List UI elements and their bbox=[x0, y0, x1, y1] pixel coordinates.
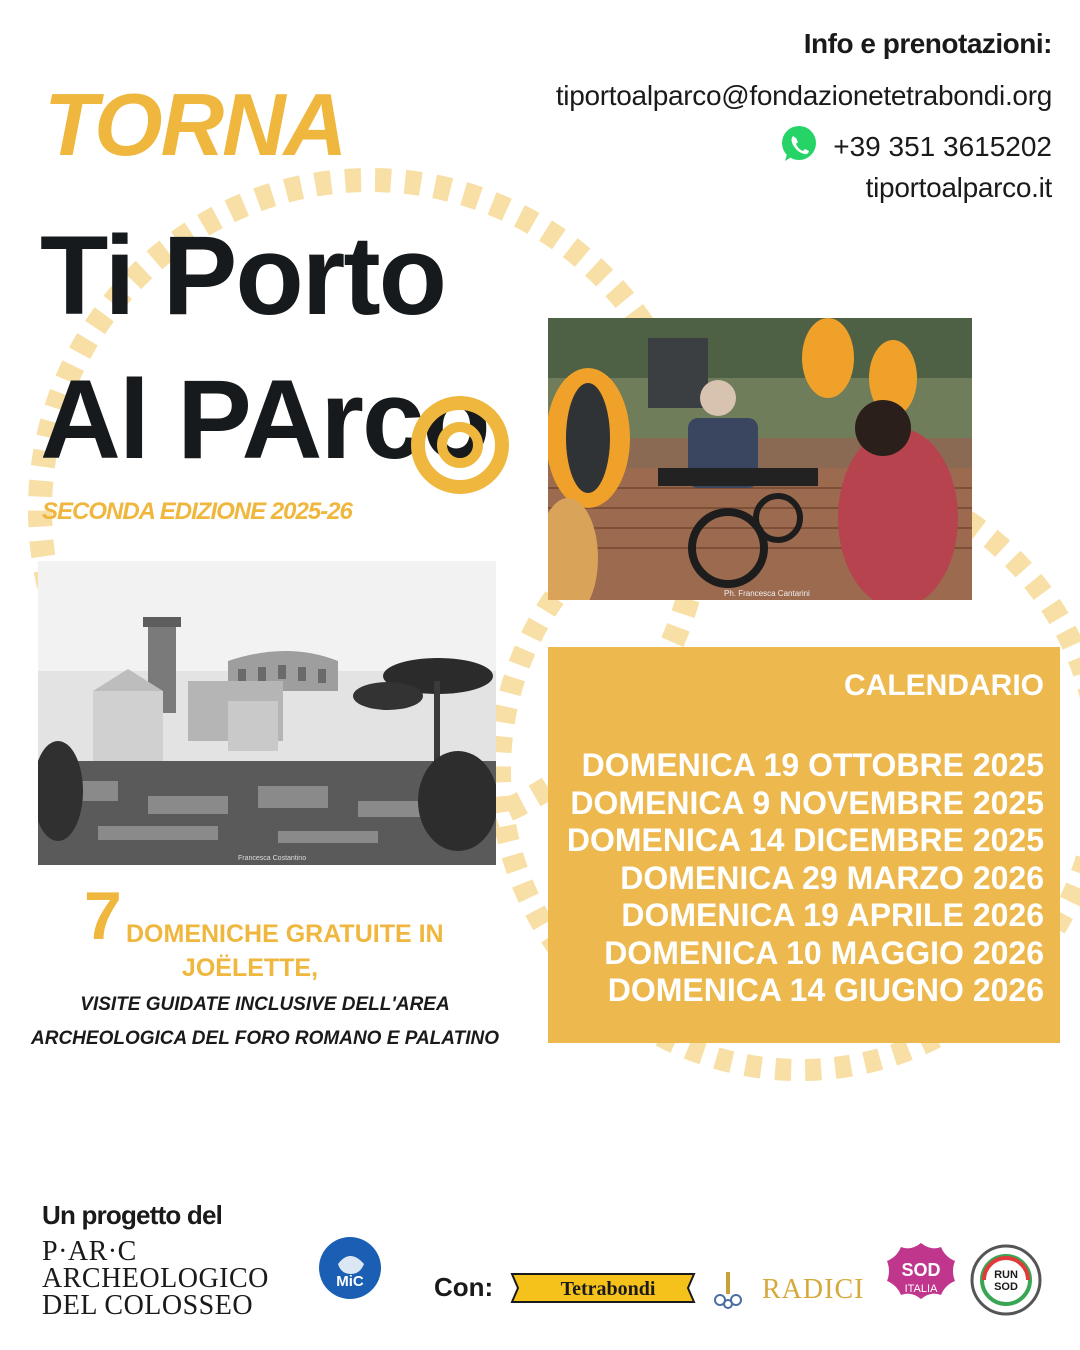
parco-colosseo-logo bbox=[42, 1238, 269, 1319]
calendar-date: DOMENICA 10 MAGGIO 2026 bbox=[604, 934, 1044, 971]
whatsapp-icon bbox=[779, 124, 819, 169]
calendar-date: DOMENICA 19 OTTOBRE 2025 bbox=[581, 747, 1044, 783]
promo-line2: JOËLETTE, bbox=[181, 954, 319, 982]
project-label: Un progetto del bbox=[42, 1200, 223, 1230]
calendar-date: DOMENICA 19 APRILE 2026 bbox=[621, 897, 1044, 933]
partners-label: Con: bbox=[434, 1272, 494, 1302]
calendar-box bbox=[548, 647, 1060, 1043]
headline-torna: TORNA bbox=[44, 75, 346, 174]
info-website-link[interactable]: tiportoalparco.it bbox=[865, 172, 1052, 203]
promo-desc-line2: ARCHEOLOGICA DEL FORO ROMANO E PALATINO bbox=[31, 1028, 499, 1049]
promo-desc-line1: VISITE GUIDATE INCLUSIVE DELL'AREA bbox=[80, 994, 450, 1015]
logo-swirl-icon bbox=[400, 230, 520, 510]
radici-logo: RADICI bbox=[762, 1274, 865, 1305]
tetrabondi-logo bbox=[508, 1266, 698, 1310]
calendar-date: DOMENICA 14 GIUGNO 2026 bbox=[607, 972, 1044, 1008]
info-phone-row[interactable] bbox=[779, 124, 1052, 169]
sod-italia-logo bbox=[884, 1240, 958, 1314]
info-phone: +39 351 3615202 bbox=[833, 130, 1052, 162]
parco-logo-line3: DEL COLOSSEO bbox=[42, 1290, 254, 1321]
run-for-sod-logo bbox=[966, 1244, 1046, 1316]
parco-logo-line1: P·AR·C bbox=[42, 1236, 137, 1267]
calendar-date: DOMENICA 14 DICEMBRE 2025 bbox=[566, 822, 1044, 858]
photo-credit-right: Ph. Francesca Cantarini bbox=[724, 589, 810, 598]
info-title: Info e prenotazioni: bbox=[803, 28, 1052, 59]
logo-line-al-parco: Al PArco bbox=[40, 357, 489, 482]
photo-foro-romano bbox=[38, 561, 496, 865]
calendar-title: CALENDARIO bbox=[844, 669, 1044, 702]
photo-credit-left: Francesca Costantino bbox=[238, 855, 307, 862]
edition-label: SECONDA EDIZIONE 2025-26 bbox=[42, 498, 352, 525]
logo-line-ti-porto: Ti Porto bbox=[40, 213, 446, 338]
parco-logo-line2: ARCHEOLOGICO bbox=[42, 1263, 269, 1294]
mic-logo bbox=[318, 1236, 382, 1300]
mic-logo-text: MiC bbox=[336, 1273, 364, 1290]
calendar-date: DOMENICA 29 MARZO 2026 bbox=[620, 859, 1044, 896]
sod-logo-line1: SOD bbox=[901, 1260, 941, 1280]
run-logo-line1: RUN bbox=[994, 1269, 1018, 1281]
info-email-link[interactable]: tiportoalparco@fondazionetetrabondi.org bbox=[555, 80, 1052, 111]
promo-line1: DOMENICHE GRATUITE IN bbox=[126, 920, 444, 948]
calendar-date: DOMENICA 9 NOVEMBRE 2025 bbox=[570, 784, 1044, 821]
sod-logo-line2: ITALIA bbox=[904, 1283, 938, 1295]
run-logo-line2: SOD bbox=[994, 1281, 1018, 1293]
radici-icon bbox=[714, 1270, 742, 1310]
tetrabondi-logo-text: Tetrabondi bbox=[560, 1278, 656, 1300]
sundays-count: 7 bbox=[84, 878, 122, 954]
photo-volunteers bbox=[548, 318, 972, 600]
